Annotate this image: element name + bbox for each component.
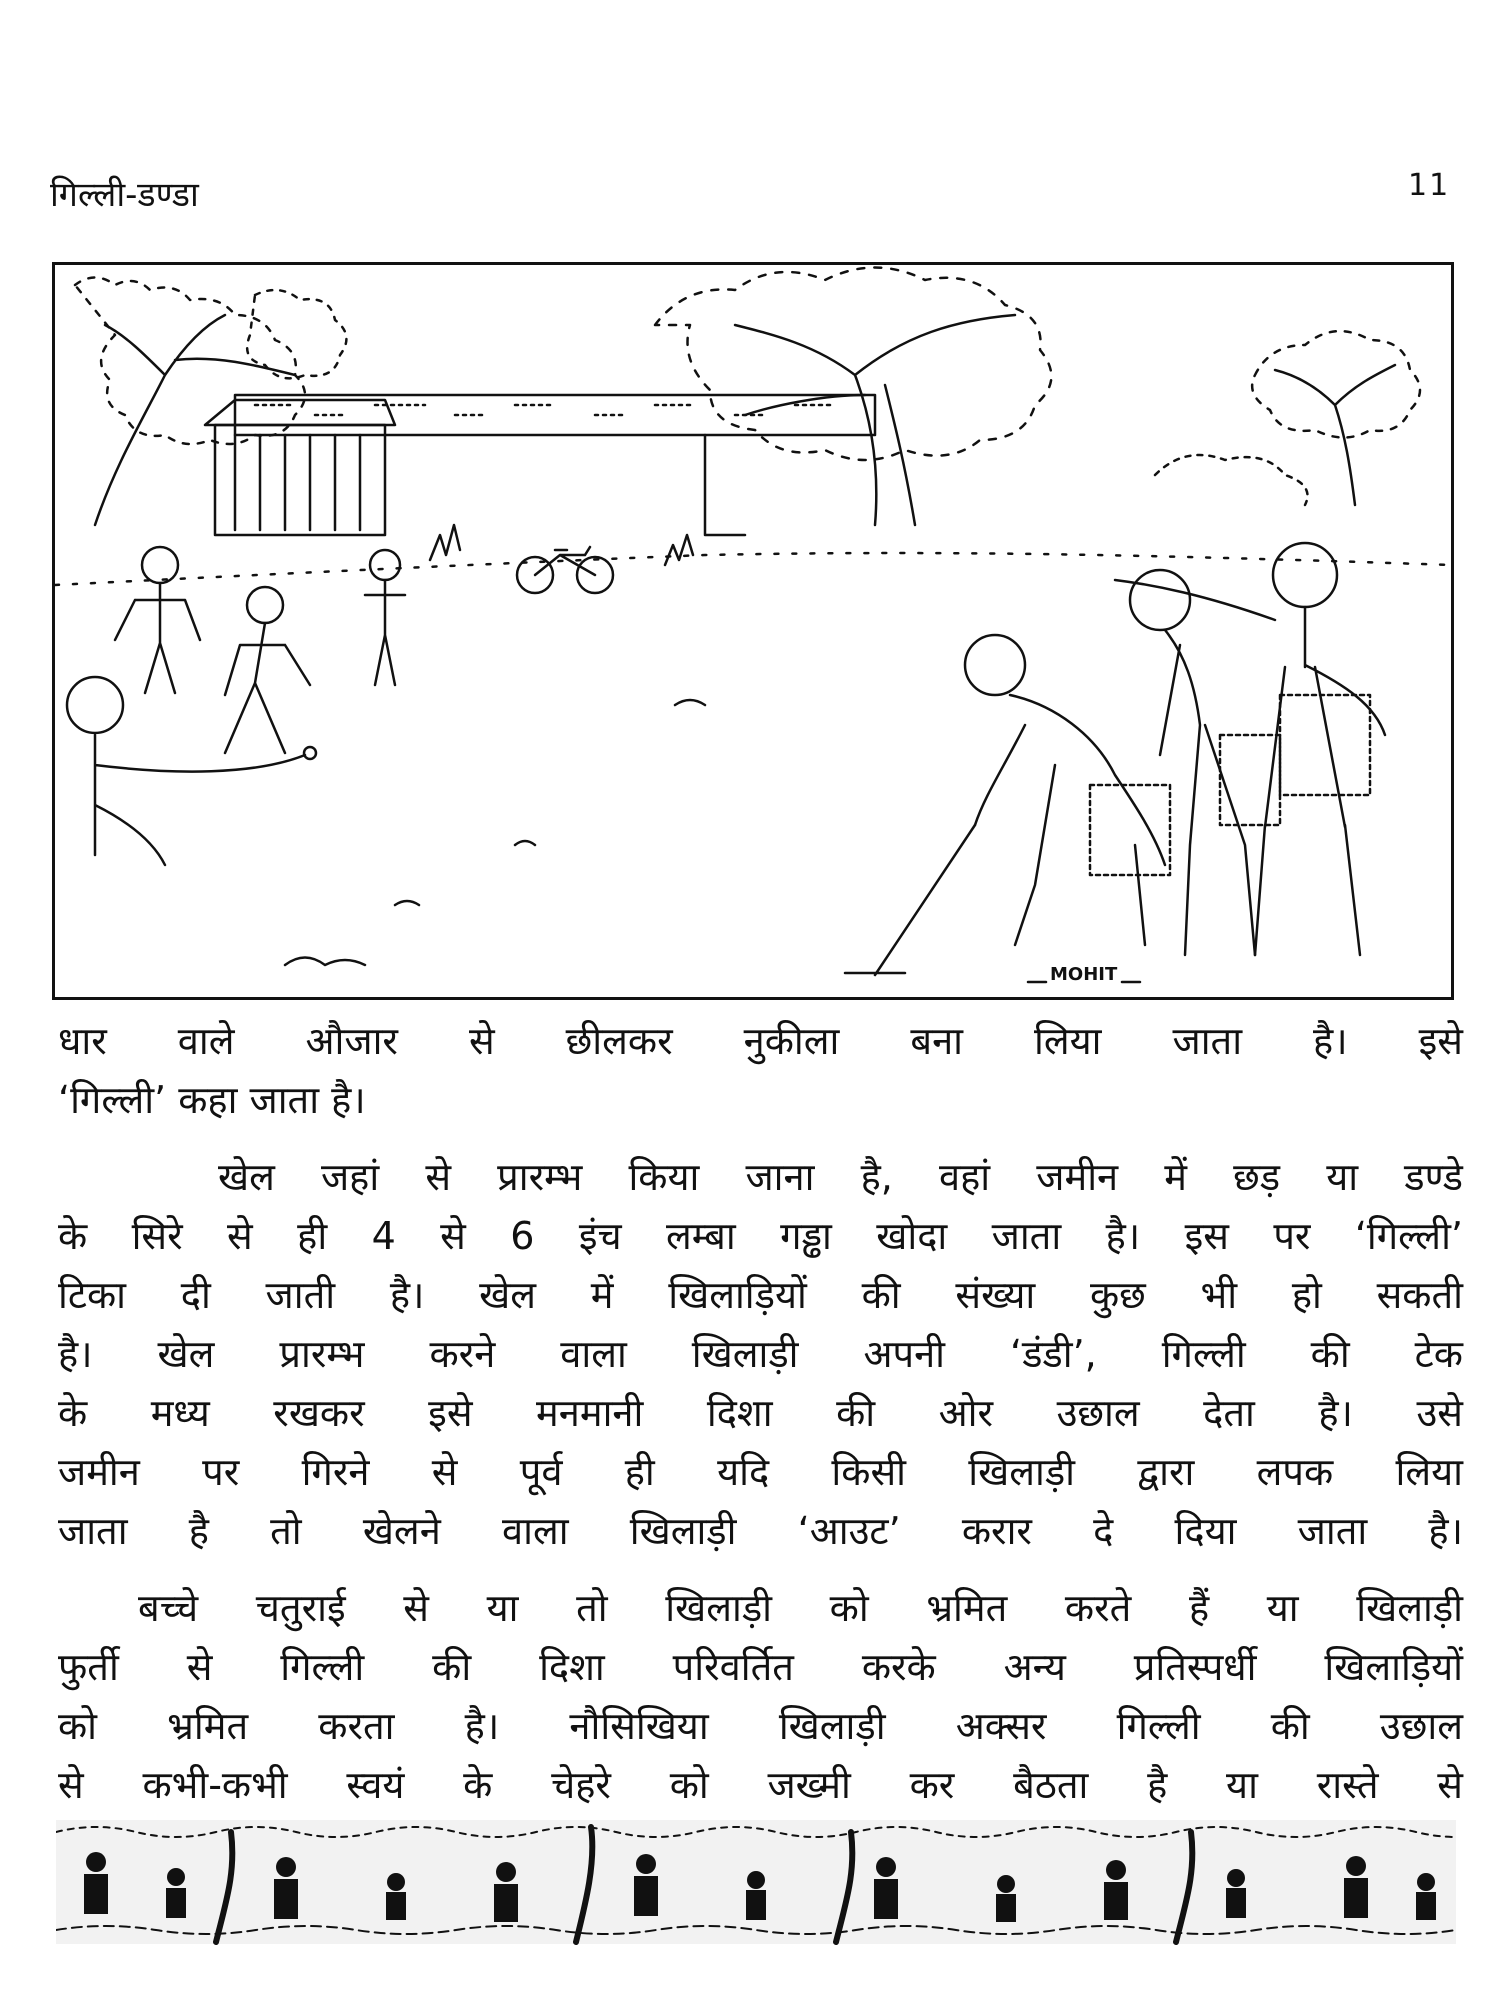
player-crouching — [225, 587, 310, 753]
body-text — [58, 1012, 1463, 1815]
text-line: खेल जहां से प्रारम्भ किया जाना है, वहां जमीन में छड़ या डण्डे — [218, 1155, 1463, 1199]
text-line: जमीन पर गिरने से पूर्व ही यदि किसी खिलाड़ी द्वारा लपक लिया — [58, 1450, 1463, 1494]
paragraph-3 — [58, 1579, 1463, 1815]
text-line: के सिरे से ही 4 से 6 इंच लम्बा गड्ढा खोदा जाता है। इस पर ‘गिल्ली’ — [58, 1214, 1463, 1258]
page-number: 11 — [1408, 168, 1451, 203]
text-line: से कभी-कभी स्वयं के चेहरे को जख्मी कर बैठता है या रास्ते से — [58, 1763, 1463, 1807]
decorative-band-illustration — [56, 1812, 1456, 1952]
hut — [205, 400, 395, 535]
ground-line — [55, 553, 1451, 585]
right-tree — [1155, 331, 1420, 505]
boy-watching — [1130, 570, 1280, 955]
text-line: को भ्रमित करता है। नौसिखिया खिलाड़ी अक्सर गिल्ली की उछाल — [58, 1704, 1463, 1748]
boundary-wall — [235, 395, 875, 535]
player-throwing — [67, 677, 316, 865]
player-standing — [365, 550, 405, 685]
boy-with-danda — [845, 635, 1170, 975]
artist-signature: MOHIT — [1050, 964, 1118, 985]
gilli-danda-illustration — [52, 262, 1454, 1000]
text-line: फुर्ती से गिल्ली की दिशा परिवर्तित करके अन्य प्रतिस्पर्धी खिलाड़ियों — [58, 1645, 1463, 1689]
grass-tufts — [285, 700, 705, 965]
paragraph-2 — [58, 1148, 1463, 1561]
text-line: धार वाले औजार से छीलकर नुकीला बना लिया जाता है। इसे — [58, 1019, 1463, 1063]
paragraph-1 — [58, 1012, 1463, 1130]
text-line: के मध्य रखकर इसे मनमानी दिशा की ओर उछाल देता है। उसे — [58, 1391, 1463, 1435]
shrubs — [430, 525, 693, 565]
bicycle — [517, 547, 613, 593]
text-line: जाता है तो खेलने वाला खिलाड़ी ‘आउट’ करार दे दिया जाता है। — [58, 1509, 1463, 1553]
player-far-left — [115, 547, 200, 693]
text-line: टिका दी जाती है। खेल में खिलाड़ियों की संख्या कुछ भी हो सकती — [58, 1273, 1463, 1317]
text-line: ‘गिल्ली’ कहा जाता है। — [58, 1078, 366, 1122]
text-line: है। खेल प्रारम्भ करने वाला खिलाड़ी अपनी ‘डंडी’, गिल्ली की टेक — [58, 1332, 1463, 1376]
page-title: गिल्ली-डण्डा — [50, 175, 199, 215]
text-line: बच्चे चतुराई से या तो खिलाड़ी को भ्रमित करते हैं या खिलाड़ी — [138, 1586, 1464, 1630]
